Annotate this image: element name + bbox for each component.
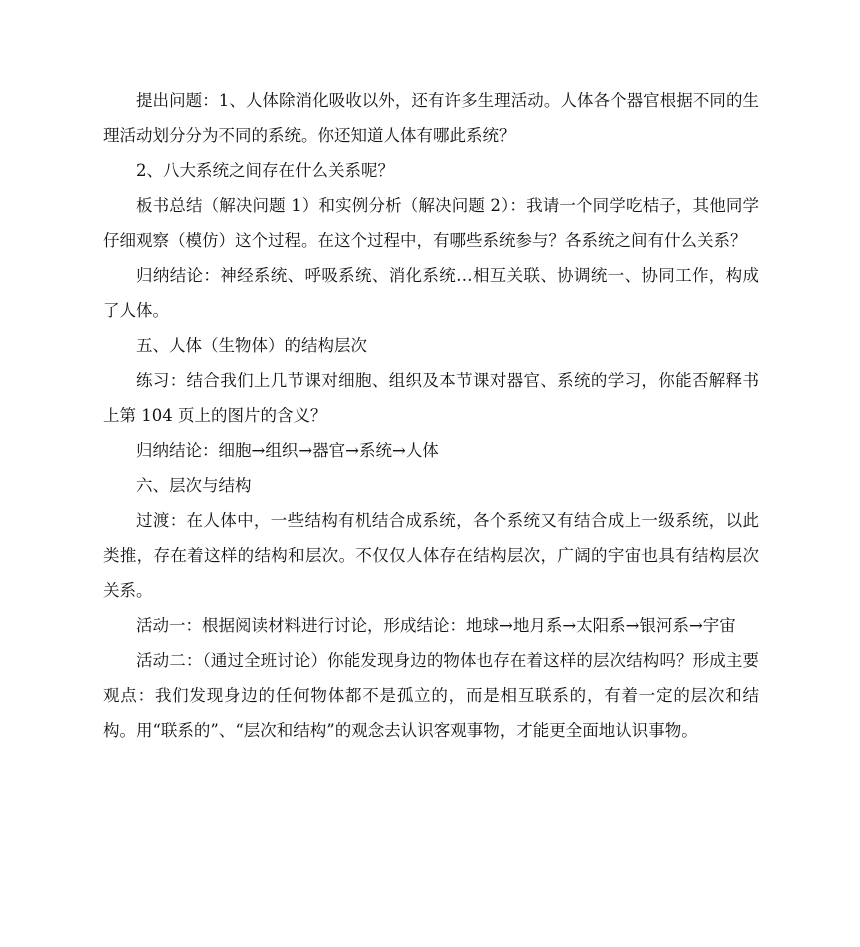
section-heading-five: 五、人体（生物体）的结构层次 (136, 336, 367, 355)
paragraph-activity-one: 活动一：根据阅读材料进行讨论，形成结论：地球→地月系→太阳系→银河系→宇宙 (136, 616, 736, 635)
paragraph-question-2: 2、八大系统之间存在什么关系呢？ (136, 161, 394, 180)
document-body (103, 83, 759, 748)
section-heading-six: 六、层次与结构 (136, 476, 252, 495)
paragraph-board-summary: 板书总结（解决问题 1）和实例分析（解决问题 2）：我请一个同学吃桔子，其他同学仔细观察（模仿）这个过程。在这个过程中，有哪些系统参与？各系统之间有什么关系？ (103, 196, 759, 250)
paragraph-exercise: 练习：结合我们上几节课对细胞、组织及本节课对器官、系统的学习，你能否解释书上第 104 页上的图片的含义？ (103, 371, 759, 425)
paragraph-transition: 过渡：在人体中，一些结构有机结合成系统，各个系统又有结合成上一级系统，以此类推，存在着这样的结构和层次。不仅仅人体存在结构层次，广阔的宇宙也具有结构层次关系。 (103, 511, 759, 600)
paragraph-conclusion-levels: 归纳结论：细胞→组织→器官→系统→人体 (136, 441, 439, 460)
paragraph-activity-two: 活动二：（通过全班讨论）你能发现身边的物体也存在着这样的层次结构吗？形成主要观点：我们发现身边的任何物体都不是孤立的，而是相互联系的，有着一定的层次和结构。用“联系的”、“层次和结构”的观念去认识客观事物，才能更全面地认识事物。 (103, 651, 759, 740)
paragraph-question-1: 提出问题：1、人体除消化吸收以外，还有许多生理活动。人体各个器官根据不同的生理活动划分分为不同的系统。你还知道人体有哪此系统？ (103, 91, 759, 145)
paragraph-conclusion-systems: 归纳结论：神经系统、呼吸系统、消化系统…相互关联、协调统一、协同工作，构成了人体。 (103, 266, 759, 320)
